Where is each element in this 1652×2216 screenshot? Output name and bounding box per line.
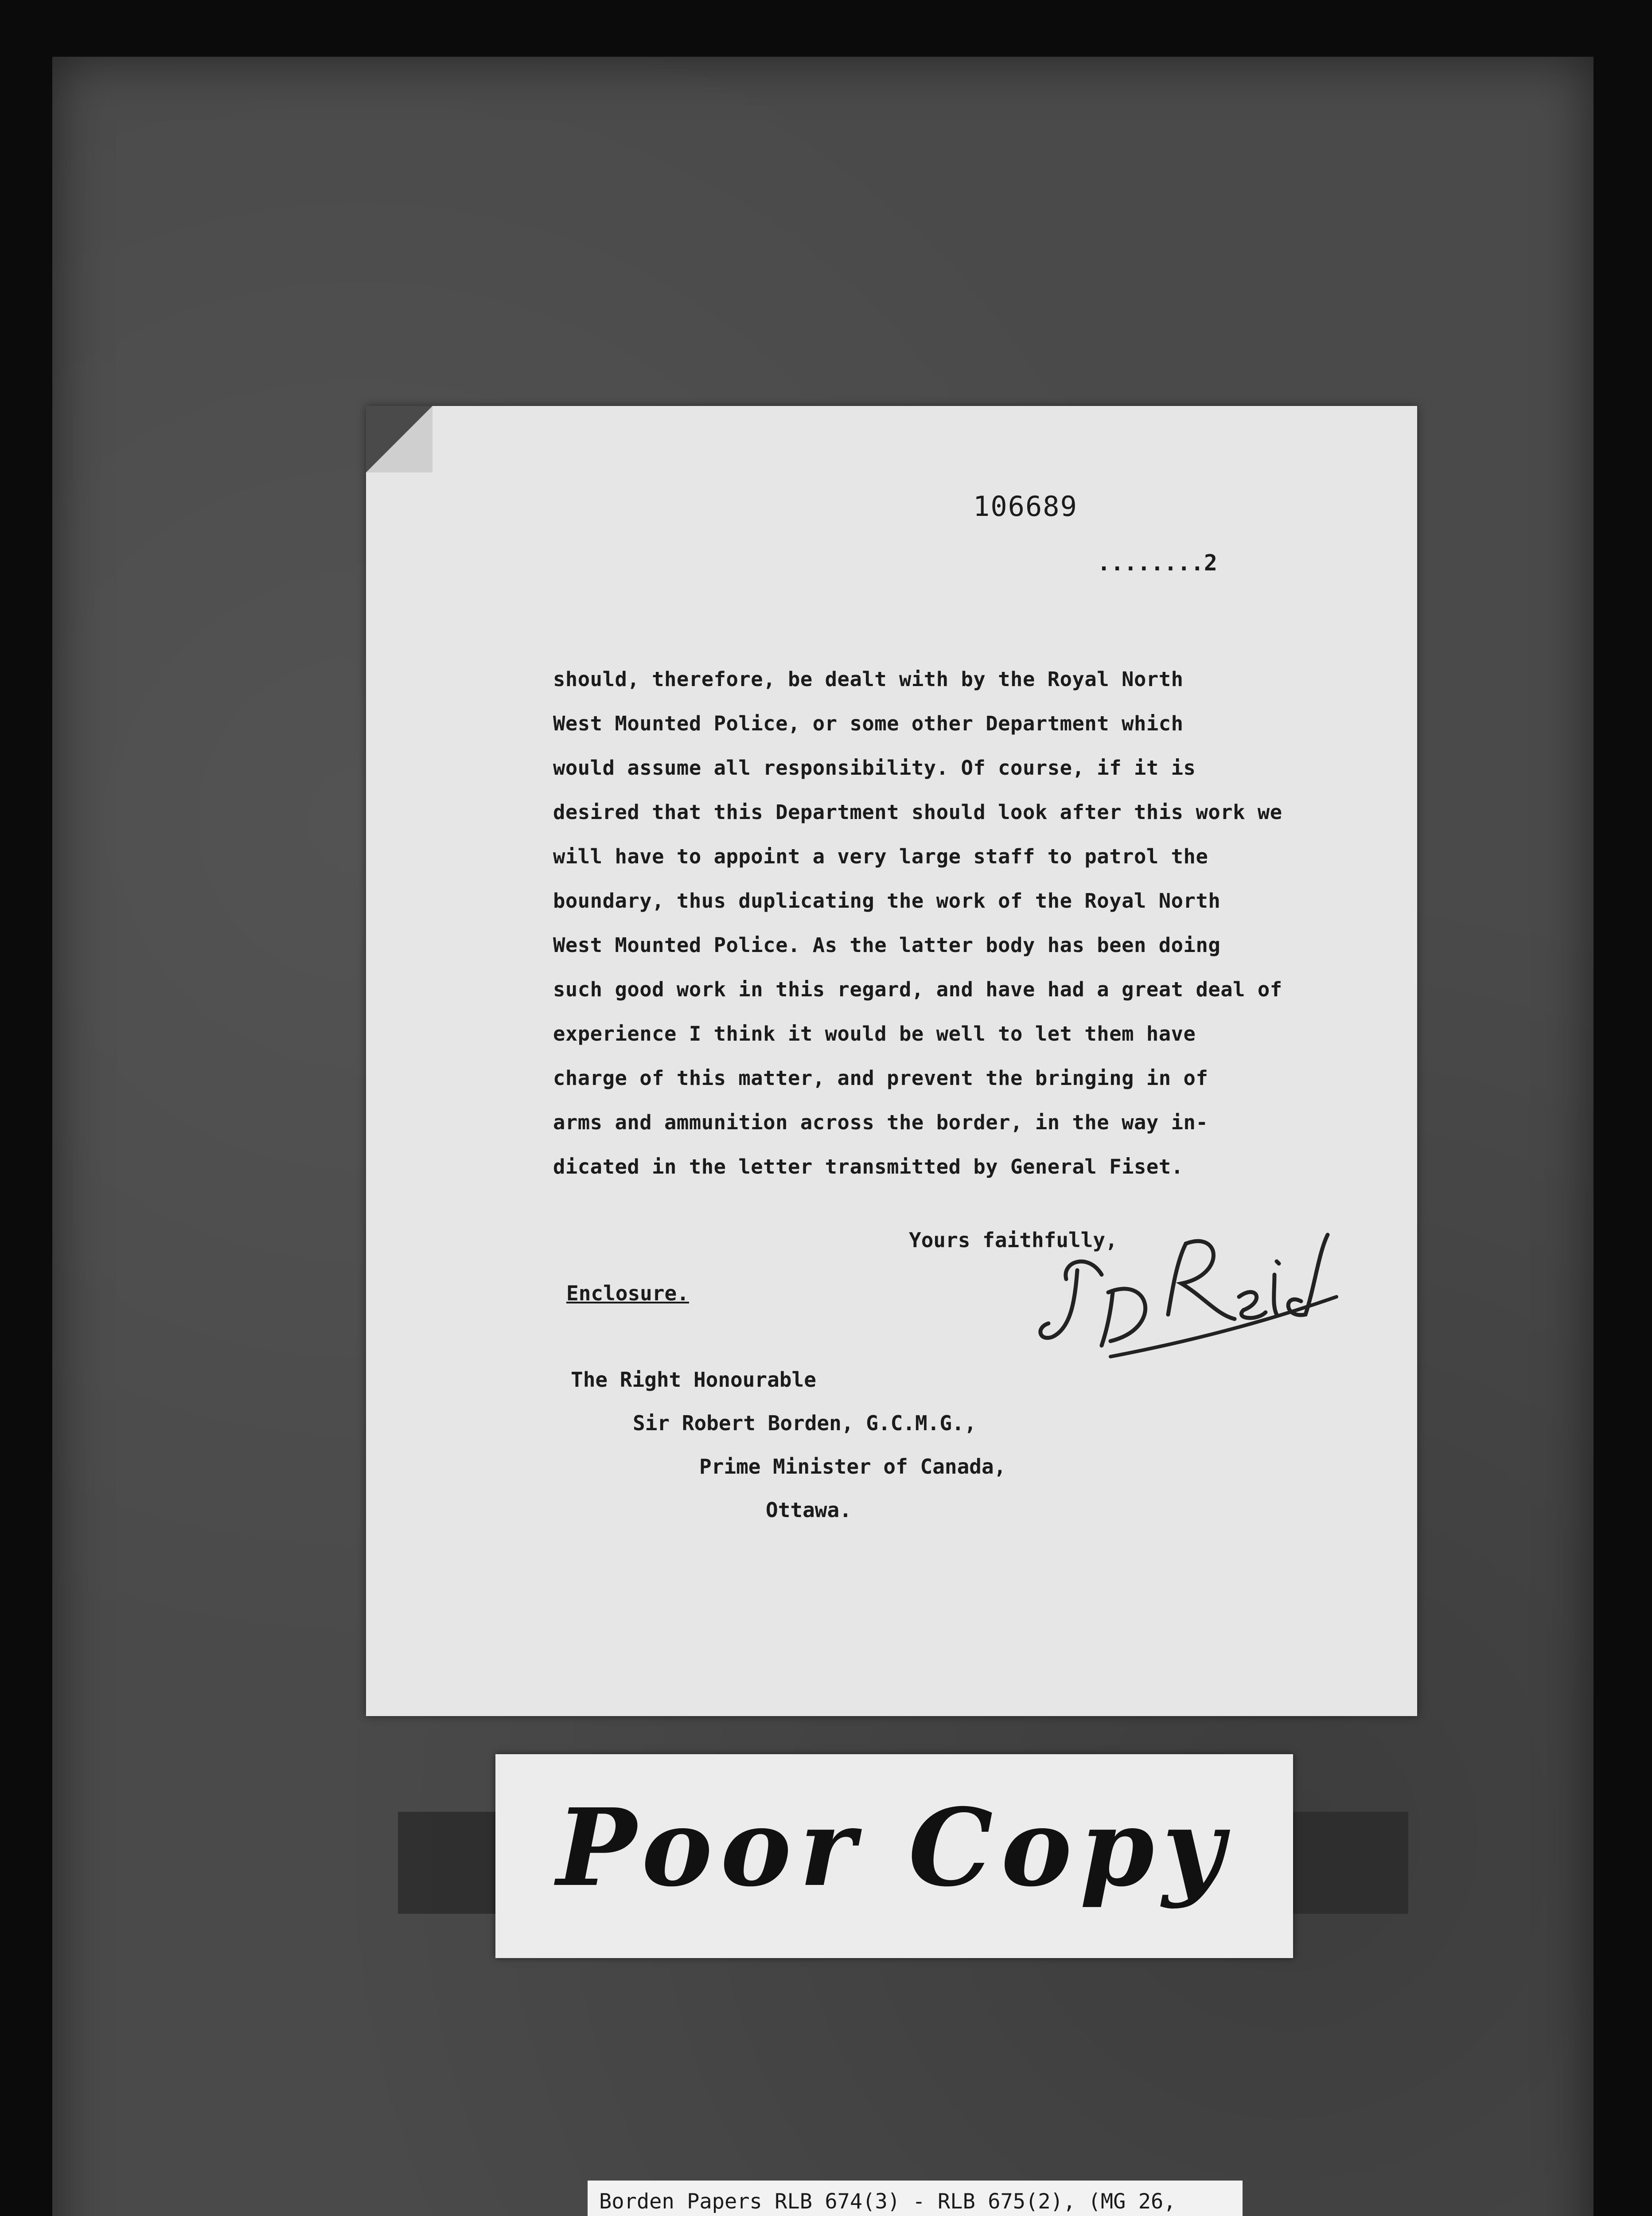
address-line: Sir Robert Borden, G.C.M.G.,: [633, 1411, 977, 1435]
poor-copy-text: Poor Copy: [556, 1785, 1232, 1910]
body-line: boundary, thus duplicating the work of the Royal North: [553, 889, 1221, 913]
closing: Yours faithfully,: [909, 1228, 1118, 1252]
body-line: dicated in the letter transmitted by General Fiset.: [553, 1155, 1184, 1178]
address-line: The Right Honourable: [571, 1368, 816, 1392]
body-line: such good work in this regard, and have had a great deal of: [553, 978, 1282, 1001]
body-line: should, therefore, be dealt with by the Royal North: [553, 667, 1184, 691]
folded-corner: [366, 406, 432, 472]
microfilm-frame: [52, 57, 1594, 2216]
body-line: experience I think it would be well to let them have: [553, 1022, 1196, 1046]
page-marker: ........2: [1097, 550, 1217, 576]
page-number: 106689: [973, 490, 1078, 523]
body-line: desired that this Department should look after this work we: [553, 800, 1282, 824]
letter-page: [366, 406, 1417, 1716]
address-line: Ottawa.: [766, 1498, 852, 1522]
handwritten-signature: [1035, 1226, 1354, 1359]
address-line: Prime Minister of Canada,: [699, 1455, 1006, 1479]
body-line: would assume all responsibility. Of course, if it is: [553, 756, 1196, 780]
body-line: charge of this matter, and prevent the bringing in of: [553, 1066, 1208, 1090]
body-line: West Mounted Police, or some other Department which: [553, 712, 1184, 735]
body-line: will have to appoint a very large staff to patrol the: [553, 845, 1208, 868]
poor-copy-label: [495, 1754, 1293, 1958]
citation-text: Borden Papers RLB 674(3) - RLB 675(2), (MG 26,: [599, 2189, 1176, 2214]
body-line: arms and ammunition across the border, in the way in-: [553, 1111, 1208, 1134]
citation-slip: [588, 2181, 1243, 2216]
enclosure-note: Enclosure.: [566, 1281, 689, 1305]
body-line: West Mounted Police. As the latter body has been doing: [553, 933, 1221, 957]
